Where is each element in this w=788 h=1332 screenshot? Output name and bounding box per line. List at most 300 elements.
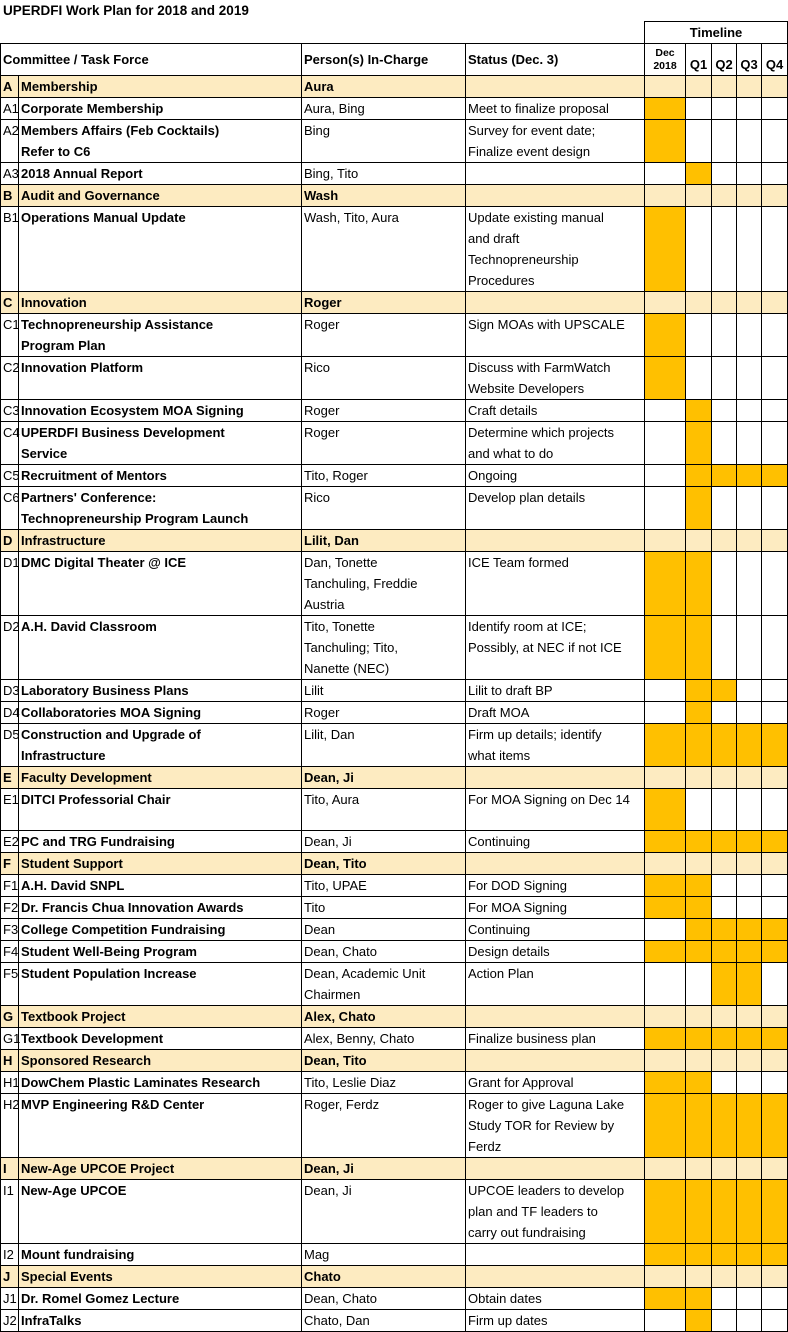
- timeline-cell-q2: [712, 853, 737, 875]
- row-code: D5: [1, 724, 19, 767]
- row-code: E2: [1, 831, 19, 853]
- timeline-cell-q2: [712, 875, 737, 897]
- timeline-cell-dec: [645, 120, 686, 163]
- timeline-cell-dec: [645, 314, 686, 357]
- row-code: C: [1, 292, 19, 314]
- timeline-cell-q3: [737, 919, 762, 941]
- row-name: Student Population Increase: [19, 963, 302, 1006]
- row-status: Ongoing: [466, 465, 645, 487]
- row-status: For MOA Signing on Dec 14: [466, 789, 645, 831]
- timeline-cell-q3: [737, 530, 762, 552]
- row-code: A: [1, 76, 19, 98]
- timeline-cell-q4: [762, 314, 788, 357]
- timeline-cell-q3: [737, 1244, 762, 1266]
- timeline-cell-q1: [686, 897, 712, 919]
- timeline-cell-q3: [737, 1006, 762, 1028]
- row-name: Audit and Governance: [19, 185, 302, 207]
- timeline-cell-q3: [737, 207, 762, 292]
- timeline-cell-q4: [762, 400, 788, 422]
- timeline-cell-q2: [712, 1028, 737, 1050]
- row-status: Obtain dates: [466, 1288, 645, 1310]
- timeline-cell-q4: [762, 919, 788, 941]
- row-status: Firm up details; identify what items: [466, 724, 645, 767]
- row-status: [466, 1244, 645, 1266]
- timeline-cell-q4: [762, 1072, 788, 1094]
- task-row: [1, 465, 788, 487]
- row-name: Corporate Membership: [19, 98, 302, 120]
- timeline-cell-dec: [645, 1028, 686, 1050]
- timeline-cell-q1: [686, 1072, 712, 1094]
- timeline-cell-q2: [712, 1094, 737, 1158]
- group-row: [1, 185, 788, 207]
- row-name: Textbook Development: [19, 1028, 302, 1050]
- row-name: New-Age UPCOE: [19, 1180, 302, 1244]
- timeline-cell-q2: [712, 767, 737, 789]
- row-persons: Rico: [302, 357, 466, 400]
- row-status: Determine which projects and what to do: [466, 422, 645, 465]
- task-row: [1, 120, 788, 163]
- timeline-cell-dec: [645, 853, 686, 875]
- row-status: Roger to give Laguna Lake Study TOR for Review by Ferdz: [466, 1094, 645, 1158]
- timeline-cell-q1: [686, 530, 712, 552]
- timeline-cell-q4: [762, 853, 788, 875]
- row-name: Student Support: [19, 853, 302, 875]
- timeline-cell-q2: [712, 702, 737, 724]
- timeline-cell-dec: [645, 98, 686, 120]
- task-row: [1, 616, 788, 680]
- row-code: E: [1, 767, 19, 789]
- row-code: D1: [1, 552, 19, 616]
- row-name: New-Age UPCOE Project: [19, 1158, 302, 1180]
- timeline-cell-dec: [645, 724, 686, 767]
- timeline-cell-q3: [737, 941, 762, 963]
- row-persons: Aura: [302, 76, 466, 98]
- row-code: F1: [1, 875, 19, 897]
- task-row: [1, 831, 788, 853]
- row-persons: Roger: [302, 702, 466, 724]
- row-persons: Alex, Chato: [302, 1006, 466, 1028]
- timeline-cell-q1: [686, 853, 712, 875]
- row-name: Laboratory Business Plans: [19, 680, 302, 702]
- timeline-cell-dec: [645, 292, 686, 314]
- timeline-cell-q4: [762, 1094, 788, 1158]
- row-status: Continuing: [466, 919, 645, 941]
- timeline-cell-q4: [762, 1180, 788, 1244]
- timeline-cell-q4: [762, 163, 788, 185]
- timeline-cell-dec: [645, 185, 686, 207]
- timeline-cell-q3: [737, 1266, 762, 1288]
- timeline-cell-q1: [686, 357, 712, 400]
- timeline-cell-q2: [712, 163, 737, 185]
- timeline-cell-q3: [737, 853, 762, 875]
- group-row: [1, 76, 788, 98]
- timeline-cell-dec: [645, 702, 686, 724]
- timeline-cell-q1: [686, 207, 712, 292]
- row-name: Construction and Upgrade of Infrastructure: [19, 724, 302, 767]
- row-code: J2: [1, 1310, 19, 1332]
- q4-header: Q4: [762, 44, 788, 76]
- timeline-cell-q4: [762, 530, 788, 552]
- row-status: For MOA Signing: [466, 897, 645, 919]
- row-persons: Wash, Tito, Aura: [302, 207, 466, 292]
- timeline-cell-q1: [686, 1006, 712, 1028]
- row-status: Firm up dates: [466, 1310, 645, 1332]
- row-status: Discuss with FarmWatch Website Developers: [466, 357, 645, 400]
- row-persons: Dean, Chato: [302, 941, 466, 963]
- row-persons: Lilit: [302, 680, 466, 702]
- timeline-cell-q3: [737, 963, 762, 1006]
- timeline-cell-q1: [686, 1266, 712, 1288]
- timeline-cell-dec: [645, 1288, 686, 1310]
- row-name: Infrastructure: [19, 530, 302, 552]
- timeline-cell-q3: [737, 875, 762, 897]
- group-row: [1, 1006, 788, 1028]
- timeline-cell-q2: [712, 1180, 737, 1244]
- timeline-cell-q2: [712, 120, 737, 163]
- row-name: Collaboratories MOA Signing: [19, 702, 302, 724]
- task-row: [1, 941, 788, 963]
- row-name: College Competition Fundraising: [19, 919, 302, 941]
- timeline-cell-q1: [686, 1028, 712, 1050]
- timeline-cell-dec: [645, 1158, 686, 1180]
- timeline-cell-q1: [686, 98, 712, 120]
- row-status: Sign MOAs with UPSCALE: [466, 314, 645, 357]
- timeline-cell-q4: [762, 207, 788, 292]
- timeline-cell-q1: [686, 185, 712, 207]
- timeline-cell-q2: [712, 530, 737, 552]
- timeline-cell-q4: [762, 724, 788, 767]
- timeline-cell-q4: [762, 963, 788, 1006]
- timeline-cell-q4: [762, 422, 788, 465]
- row-persons: Roger: [302, 292, 466, 314]
- timeline-cell-q1: [686, 120, 712, 163]
- row-status: UPCOE leaders to develop plan and TF leaders to carry out fundraising: [466, 1180, 645, 1244]
- timeline-cell-q1: [686, 963, 712, 1006]
- row-name: InfraTalks: [19, 1310, 302, 1332]
- q1-header: Q1: [686, 44, 712, 76]
- timeline-cell-q3: [737, 1288, 762, 1310]
- timeline-cell-q3: [737, 185, 762, 207]
- row-name: DITCI Professorial Chair: [19, 789, 302, 831]
- timeline-cell-q2: [712, 207, 737, 292]
- timeline-cell-q3: [737, 831, 762, 853]
- row-status: Lilit to draft BP: [466, 680, 645, 702]
- task-row: [1, 357, 788, 400]
- dec-2018-header: Dec 2018: [645, 44, 686, 76]
- timeline-cell-dec: [645, 530, 686, 552]
- row-code: I1: [1, 1180, 19, 1244]
- timeline-cell-q4: [762, 98, 788, 120]
- row-persons: Tito, UPAE: [302, 875, 466, 897]
- timeline-cell-q3: [737, 487, 762, 530]
- timeline-cell-q3: [737, 422, 762, 465]
- timeline-cell-q3: [737, 767, 762, 789]
- timeline-cell-q3: [737, 1094, 762, 1158]
- row-status: [466, 1266, 645, 1288]
- task-row: [1, 1288, 788, 1310]
- row-code: F4: [1, 941, 19, 963]
- timeline-cell-q3: [737, 163, 762, 185]
- timeline-cell-q1: [686, 616, 712, 680]
- timeline-cell-q4: [762, 1158, 788, 1180]
- timeline-cell-q2: [712, 292, 737, 314]
- timeline-cell-q1: [686, 1180, 712, 1244]
- row-name: Student Well-Being Program: [19, 941, 302, 963]
- row-code: H2: [1, 1094, 19, 1158]
- timeline-cell-q4: [762, 120, 788, 163]
- task-row: [1, 919, 788, 941]
- timeline-cell-q3: [737, 680, 762, 702]
- row-persons: Mag: [302, 1244, 466, 1266]
- timeline-cell-dec: [645, 422, 686, 465]
- row-persons: Bing, Tito: [302, 163, 466, 185]
- task-row: [1, 1180, 788, 1244]
- timeline-cell-q2: [712, 1266, 737, 1288]
- row-status: [466, 1050, 645, 1072]
- timeline-cell-dec: [645, 1266, 686, 1288]
- timeline-cell-q2: [712, 831, 737, 853]
- row-persons: Bing: [302, 120, 466, 163]
- timeline-cell-q1: [686, 465, 712, 487]
- row-name: Dr. Francis Chua Innovation Awards: [19, 897, 302, 919]
- timeline-cell-q4: [762, 552, 788, 616]
- timeline-cell-q1: [686, 400, 712, 422]
- timeline-cell-q2: [712, 357, 737, 400]
- task-row: [1, 789, 788, 831]
- task-row: [1, 1028, 788, 1050]
- timeline-cell-q2: [712, 616, 737, 680]
- work-plan-table: [0, 21, 788, 1332]
- timeline-cell-q2: [712, 1006, 737, 1028]
- timeline-cell-q1: [686, 680, 712, 702]
- task-row: [1, 897, 788, 919]
- row-status: [466, 163, 645, 185]
- row-name: Faculty Development: [19, 767, 302, 789]
- timeline-cell-q2: [712, 897, 737, 919]
- timeline-cell-q1: [686, 919, 712, 941]
- task-row: [1, 552, 788, 616]
- row-persons: Dean, Academic Unit Chairmen: [302, 963, 466, 1006]
- timeline-cell-dec: [645, 875, 686, 897]
- row-persons: Lilit, Dan: [302, 724, 466, 767]
- row-code: F2: [1, 897, 19, 919]
- row-name: Membership: [19, 76, 302, 98]
- timeline-cell-dec: [645, 1180, 686, 1244]
- row-code: F3: [1, 919, 19, 941]
- timeline-cell-q4: [762, 1266, 788, 1288]
- row-persons: Tito, Tonette Tanchuling; Tito, Nanette (NEC): [302, 616, 466, 680]
- timeline-cell-dec: [645, 465, 686, 487]
- timeline-cell-dec: [645, 400, 686, 422]
- timeline-cell-q3: [737, 552, 762, 616]
- timeline-cell-q3: [737, 465, 762, 487]
- row-persons: Roger: [302, 422, 466, 465]
- row-code: E1: [1, 789, 19, 831]
- row-persons: Dean, Tito: [302, 1050, 466, 1072]
- timeline-cell-q4: [762, 767, 788, 789]
- timeline-cell-q1: [686, 789, 712, 831]
- group-row: [1, 530, 788, 552]
- timeline-cell-dec: [645, 680, 686, 702]
- timeline-cell-q1: [686, 292, 712, 314]
- row-persons: Dean, Ji: [302, 1158, 466, 1180]
- row-persons: Dean, Chato: [302, 1288, 466, 1310]
- timeline-cell-q4: [762, 897, 788, 919]
- timeline-cell-q4: [762, 831, 788, 853]
- row-code: C6: [1, 487, 19, 530]
- timeline-cell-q3: [737, 1158, 762, 1180]
- task-row: [1, 1072, 788, 1094]
- row-status: Design details: [466, 941, 645, 963]
- task-row: [1, 963, 788, 1006]
- row-code: I2: [1, 1244, 19, 1266]
- task-row: [1, 702, 788, 724]
- row-code: D4: [1, 702, 19, 724]
- row-code: F: [1, 853, 19, 875]
- row-persons: Dean: [302, 919, 466, 941]
- row-name: Mount fundraising: [19, 1244, 302, 1266]
- timeline-cell-q2: [712, 724, 737, 767]
- timeline-cell-q4: [762, 941, 788, 963]
- timeline-cell-q1: [686, 422, 712, 465]
- row-name: Dr. Romel Gomez Lecture: [19, 1288, 302, 1310]
- row-name: Recruitment of Mentors: [19, 465, 302, 487]
- timeline-cell-q1: [686, 163, 712, 185]
- timeline-cell-q1: [686, 1244, 712, 1266]
- timeline-cell-q4: [762, 1244, 788, 1266]
- timeline-cell-q4: [762, 875, 788, 897]
- row-code: A2: [1, 120, 19, 163]
- status-header: Status (Dec. 3): [466, 44, 645, 76]
- row-status: Survey for event date; Finalize event design: [466, 120, 645, 163]
- row-status: [466, 767, 645, 789]
- row-persons: Tito, Roger: [302, 465, 466, 487]
- timeline-cell-q1: [686, 702, 712, 724]
- timeline-cell-q4: [762, 487, 788, 530]
- row-name: Operations Manual Update: [19, 207, 302, 292]
- timeline-cell-q1: [686, 941, 712, 963]
- timeline-cell-q2: [712, 76, 737, 98]
- timeline-cell-q3: [737, 98, 762, 120]
- row-status: [466, 530, 645, 552]
- row-status: [466, 853, 645, 875]
- task-row: [1, 1094, 788, 1158]
- timeline-cell-q3: [737, 314, 762, 357]
- row-code: C3: [1, 400, 19, 422]
- timeline-cell-dec: [645, 789, 686, 831]
- row-persons: Lilit, Dan: [302, 530, 466, 552]
- row-status: Finalize business plan: [466, 1028, 645, 1050]
- row-name: MVP Engineering R&D Center: [19, 1094, 302, 1158]
- row-persons: Tito, Leslie Diaz: [302, 1072, 466, 1094]
- timeline-cell-dec: [645, 1310, 686, 1332]
- timeline-cell-q1: [686, 1158, 712, 1180]
- timeline-cell-dec: [645, 76, 686, 98]
- row-name: Technopreneurship Assistance Program Plan: [19, 314, 302, 357]
- group-row: [1, 767, 788, 789]
- row-status: [466, 1158, 645, 1180]
- timeline-cell-q2: [712, 465, 737, 487]
- row-status: [466, 1006, 645, 1028]
- timeline-cell-q4: [762, 616, 788, 680]
- timeline-cell-q1: [686, 552, 712, 616]
- timeline-cell-q4: [762, 1288, 788, 1310]
- task-row: [1, 163, 788, 185]
- row-name: Sponsored Research: [19, 1050, 302, 1072]
- timeline-cell-q2: [712, 1072, 737, 1094]
- row-name: Innovation Ecosystem MOA Signing: [19, 400, 302, 422]
- timeline-cell-dec: [645, 163, 686, 185]
- timeline-cell-q4: [762, 680, 788, 702]
- task-row: [1, 724, 788, 767]
- row-name: UPERDFI Business Development Service: [19, 422, 302, 465]
- timeline-cell-q3: [737, 1180, 762, 1244]
- row-persons: Aura, Bing: [302, 98, 466, 120]
- row-status: Craft details: [466, 400, 645, 422]
- timeline-cell-dec: [645, 552, 686, 616]
- row-persons: Dean, Ji: [302, 1180, 466, 1244]
- timeline-cell-q2: [712, 789, 737, 831]
- row-persons: Dean, Ji: [302, 767, 466, 789]
- timeline-cell-q1: [686, 1094, 712, 1158]
- row-persons: Rico: [302, 487, 466, 530]
- timeline-cell-q2: [712, 422, 737, 465]
- row-persons: Dean, Tito: [302, 853, 466, 875]
- group-row: [1, 1158, 788, 1180]
- row-code: G: [1, 1006, 19, 1028]
- row-status: Grant for Approval: [466, 1072, 645, 1094]
- row-persons: Dean, Ji: [302, 831, 466, 853]
- timeline-cell-q2: [712, 963, 737, 1006]
- task-row: [1, 400, 788, 422]
- row-name: Special Events: [19, 1266, 302, 1288]
- timeline-cell-q2: [712, 1244, 737, 1266]
- timeline-cell-q3: [737, 400, 762, 422]
- timeline-cell-q2: [712, 919, 737, 941]
- row-status: ICE Team formed: [466, 552, 645, 616]
- row-name: DMC Digital Theater @ ICE: [19, 552, 302, 616]
- timeline-cell-dec: [645, 1006, 686, 1028]
- row-code: D3: [1, 680, 19, 702]
- row-status: [466, 292, 645, 314]
- timeline-cell-q4: [762, 465, 788, 487]
- timeline-cell-q3: [737, 724, 762, 767]
- timeline-cell-q2: [712, 941, 737, 963]
- row-name: A.H. David Classroom: [19, 616, 302, 680]
- timeline-header: Timeline: [645, 22, 788, 44]
- row-name: Textbook Project: [19, 1006, 302, 1028]
- row-persons: Tito: [302, 897, 466, 919]
- timeline-cell-q2: [712, 552, 737, 616]
- task-row: [1, 1310, 788, 1332]
- row-code: A3: [1, 163, 19, 185]
- row-status: [466, 76, 645, 98]
- row-code: I: [1, 1158, 19, 1180]
- timeline-cell-q2: [712, 1288, 737, 1310]
- timeline-cell-q2: [712, 400, 737, 422]
- timeline-cell-q1: [686, 831, 712, 853]
- timeline-cell-dec: [645, 1072, 686, 1094]
- timeline-cell-dec: [645, 941, 686, 963]
- timeline-cell-q4: [762, 292, 788, 314]
- timeline-cell-q3: [737, 702, 762, 724]
- timeline-cell-dec: [645, 1050, 686, 1072]
- row-status: Update existing manual and draft Technopreneurship Procedures: [466, 207, 645, 292]
- row-code: B1: [1, 207, 19, 292]
- timeline-cell-q3: [737, 1310, 762, 1332]
- row-persons: Roger, Ferdz: [302, 1094, 466, 1158]
- row-persons: Chato, Dan: [302, 1310, 466, 1332]
